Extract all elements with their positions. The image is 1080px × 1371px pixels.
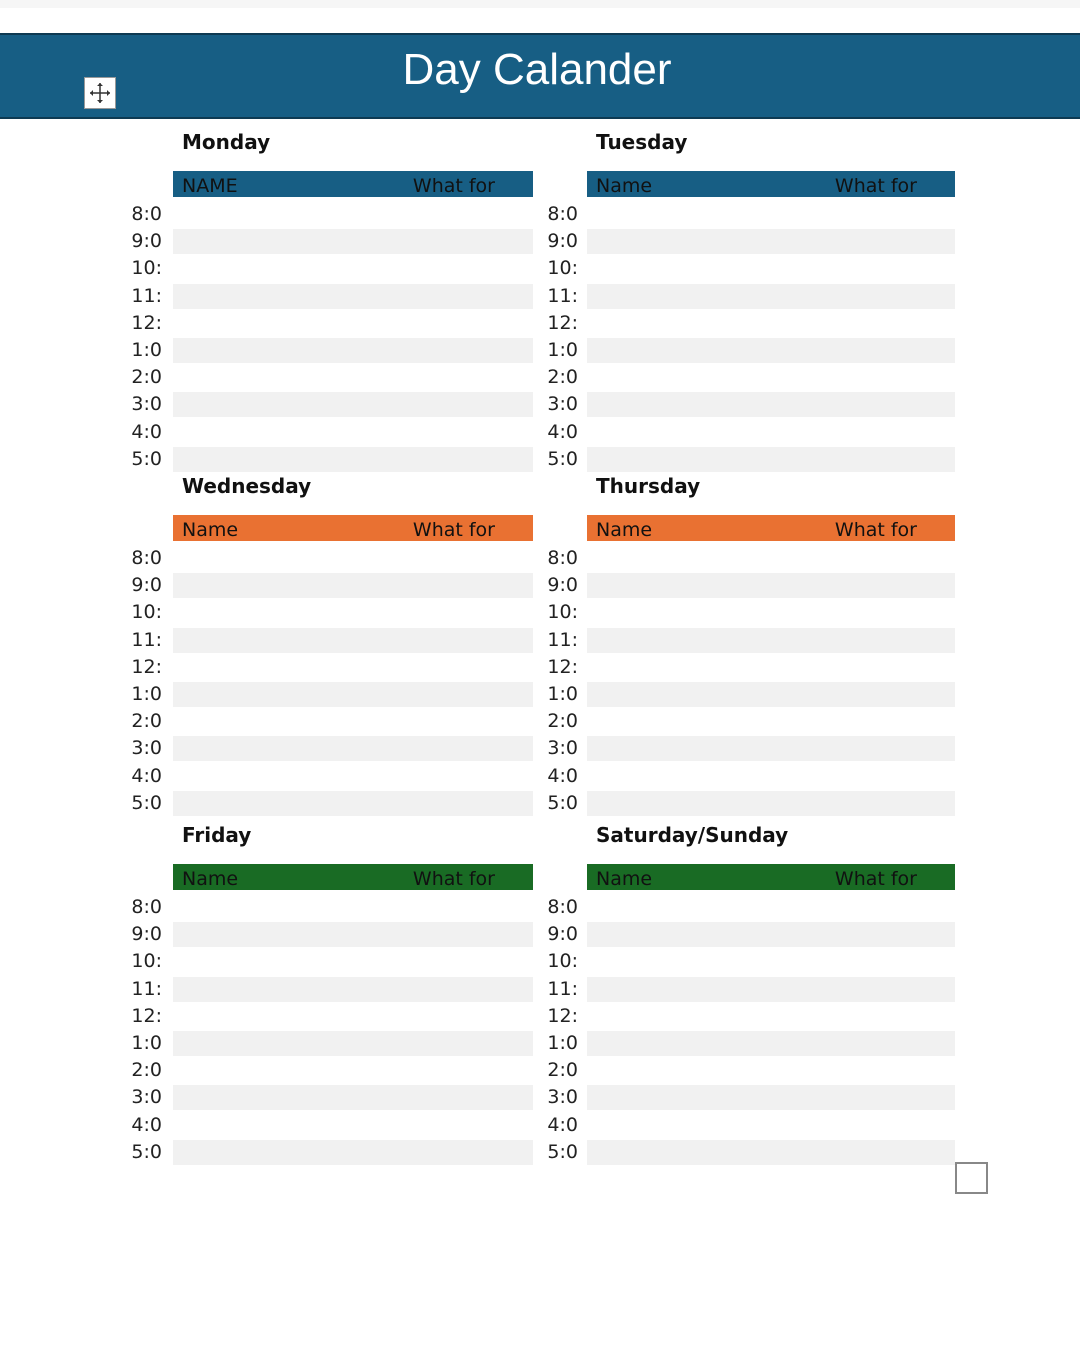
time-row xyxy=(126,391,533,418)
time-row xyxy=(542,1003,955,1030)
day-title: Friday xyxy=(182,823,252,847)
time-row xyxy=(126,1003,533,1030)
time-label: 2:0 xyxy=(547,366,578,389)
entry-cell[interactable] xyxy=(587,1113,955,1138)
time-label: 3:0 xyxy=(131,737,162,760)
time-row xyxy=(126,545,533,572)
time-row xyxy=(126,283,533,310)
time-row xyxy=(126,201,533,228)
time-row xyxy=(542,763,955,790)
table-header xyxy=(587,515,955,541)
entry-cell[interactable] xyxy=(173,447,533,472)
time-row xyxy=(126,735,533,762)
entry-cell[interactable] xyxy=(587,202,955,227)
entry-cell[interactable] xyxy=(587,764,955,789)
entry-cell[interactable] xyxy=(173,682,533,707)
entry-cell[interactable] xyxy=(587,1085,955,1110)
time-label: 9:0 xyxy=(547,923,578,946)
table-header xyxy=(587,864,955,890)
entry-cell[interactable] xyxy=(173,229,533,254)
time-row xyxy=(542,627,955,654)
time-row xyxy=(542,894,955,921)
time-row xyxy=(126,1084,533,1111)
time-label: 1:0 xyxy=(547,683,578,705)
time-row xyxy=(542,545,955,572)
time-row xyxy=(542,1030,955,1057)
time-row xyxy=(542,976,955,1003)
entry-cell[interactable] xyxy=(587,709,955,734)
time-label: 8:0 xyxy=(547,896,578,918)
title-banner xyxy=(0,33,1080,119)
time-row xyxy=(542,419,955,446)
entry-cell[interactable] xyxy=(587,447,955,472)
entry-cell[interactable] xyxy=(173,949,533,974)
time-row xyxy=(542,599,955,626)
time-label: 12: xyxy=(547,1004,578,1027)
time-row xyxy=(542,1139,955,1166)
table-header xyxy=(173,171,533,197)
entry-cell[interactable] xyxy=(587,1058,955,1083)
time-row xyxy=(542,790,955,817)
entry-cell[interactable] xyxy=(173,392,533,417)
time-label: 1:0 xyxy=(131,683,162,705)
entry-cell[interactable] xyxy=(587,229,955,254)
time-label: 9:0 xyxy=(547,230,578,253)
table-header xyxy=(587,171,955,197)
name-column-header: Name xyxy=(182,868,239,890)
time-label: 10: xyxy=(547,601,578,624)
entry-cell[interactable] xyxy=(173,311,533,336)
time-row xyxy=(126,1139,533,1166)
time-label: 9:0 xyxy=(131,574,162,597)
time-row xyxy=(126,763,533,790)
time-label: 8:0 xyxy=(131,896,162,918)
entry-cell[interactable] xyxy=(587,736,955,761)
time-label: 2:0 xyxy=(547,710,578,733)
time-label: 1:0 xyxy=(547,1032,578,1054)
time-label: 12: xyxy=(547,655,578,678)
time-row xyxy=(542,708,955,735)
time-row xyxy=(542,735,955,762)
time-row xyxy=(126,1112,533,1139)
time-label: 3:0 xyxy=(131,1086,162,1109)
time-label: 5:0 xyxy=(131,791,162,814)
time-label: 11: xyxy=(131,284,162,307)
what-for-column-header: What for xyxy=(412,519,495,541)
time-row xyxy=(126,681,533,708)
time-row xyxy=(542,310,955,337)
entry-cell[interactable] xyxy=(587,420,955,445)
entry-cell[interactable] xyxy=(587,392,955,417)
time-row xyxy=(542,1112,955,1139)
entry-cell[interactable] xyxy=(587,311,955,336)
time-label: 12: xyxy=(131,655,162,678)
entry-cell[interactable] xyxy=(173,709,533,734)
entry-cell[interactable] xyxy=(587,1031,955,1056)
name-column-header: Name xyxy=(596,868,653,890)
time-row xyxy=(542,654,955,681)
time-label: 11: xyxy=(547,977,578,1000)
time-row xyxy=(542,255,955,282)
table-header xyxy=(173,864,533,890)
time-row xyxy=(542,1084,955,1111)
move-handle-icon[interactable] xyxy=(84,77,116,109)
time-row xyxy=(126,419,533,446)
entry-cell[interactable] xyxy=(173,1031,533,1056)
day-title: Monday xyxy=(182,130,271,154)
time-row xyxy=(126,310,533,337)
what-for-column-header: What for xyxy=(834,868,917,890)
time-label: 5:0 xyxy=(547,447,578,470)
time-row xyxy=(542,446,955,473)
entry-cell[interactable] xyxy=(587,791,955,816)
time-label: 12: xyxy=(131,311,162,334)
time-label: 5:0 xyxy=(131,447,162,470)
time-label: 4:0 xyxy=(131,420,162,443)
time-row xyxy=(126,976,533,1003)
top-edge xyxy=(0,0,1080,8)
time-label: 10: xyxy=(131,950,162,973)
time-label: 11: xyxy=(547,284,578,307)
time-row xyxy=(126,790,533,817)
time-row xyxy=(542,948,955,975)
entry-cell[interactable] xyxy=(587,895,955,920)
time-label: 9:0 xyxy=(131,230,162,253)
time-label: 8:0 xyxy=(547,203,578,225)
entry-cell[interactable] xyxy=(587,546,955,571)
entry-cell[interactable] xyxy=(173,1004,533,1029)
time-label: 4:0 xyxy=(547,1113,578,1136)
time-row xyxy=(542,572,955,599)
what-for-column-header: What for xyxy=(834,519,917,541)
entry-cell[interactable] xyxy=(173,600,533,625)
what-for-column-header: What for xyxy=(412,175,495,197)
time-label: 2:0 xyxy=(547,1059,578,1082)
time-label: 4:0 xyxy=(547,764,578,787)
day-title: Tuesday xyxy=(596,130,688,154)
time-label: 1:0 xyxy=(547,339,578,361)
time-label: 4:0 xyxy=(131,1113,162,1136)
time-label: 10: xyxy=(547,950,578,973)
time-row xyxy=(542,921,955,948)
what-for-column-header: What for xyxy=(834,175,917,197)
time-row xyxy=(542,228,955,255)
entry-cell[interactable] xyxy=(173,1113,533,1138)
time-label: 5:0 xyxy=(547,1140,578,1163)
day-title: Wednesday xyxy=(182,474,312,498)
entry-cell[interactable] xyxy=(587,1004,955,1029)
time-row xyxy=(542,1057,955,1084)
entry-cell[interactable] xyxy=(173,791,533,816)
entry-cell[interactable] xyxy=(173,420,533,445)
time-label: 5:0 xyxy=(131,1140,162,1163)
time-row xyxy=(126,255,533,282)
time-row xyxy=(126,572,533,599)
time-label: 2:0 xyxy=(131,710,162,733)
time-row xyxy=(126,228,533,255)
entry-cell[interactable] xyxy=(173,338,533,363)
entry-cell[interactable] xyxy=(587,573,955,598)
time-label: 12: xyxy=(547,311,578,334)
what-for-column-header: What for xyxy=(412,868,495,890)
time-label: 4:0 xyxy=(547,420,578,443)
entry-cell[interactable] xyxy=(173,202,533,227)
time-label: 8:0 xyxy=(131,547,162,569)
name-column-header: Name xyxy=(596,175,653,197)
name-column-header: Name xyxy=(596,519,653,541)
entry-cell[interactable] xyxy=(173,628,533,653)
time-label: 2:0 xyxy=(131,1059,162,1082)
entry-cell[interactable] xyxy=(173,573,533,598)
time-label: 12: xyxy=(131,1004,162,1027)
time-row xyxy=(542,283,955,310)
name-column-header: NAME xyxy=(182,175,238,197)
time-row xyxy=(126,708,533,735)
entry-cell[interactable] xyxy=(173,1058,533,1083)
time-label: 2:0 xyxy=(131,366,162,389)
entry-cell[interactable] xyxy=(587,1140,955,1165)
time-label: 4:0 xyxy=(131,764,162,787)
entry-cell[interactable] xyxy=(587,284,955,309)
time-label: 11: xyxy=(131,628,162,651)
entry-cell[interactable] xyxy=(173,256,533,281)
entry-cell[interactable] xyxy=(173,1140,533,1165)
day-title: Thursday xyxy=(596,474,701,498)
time-row xyxy=(126,894,533,921)
time-label: 1:0 xyxy=(131,339,162,361)
day-title: Saturday/Sunday xyxy=(596,823,789,847)
time-label: 5:0 xyxy=(547,791,578,814)
page-title: Day Calander xyxy=(402,45,672,94)
entry-cell[interactable] xyxy=(173,736,533,761)
entry-cell[interactable] xyxy=(587,338,955,363)
time-label: 9:0 xyxy=(131,923,162,946)
time-row xyxy=(126,654,533,681)
entry-cell[interactable] xyxy=(173,365,533,390)
entry-cell[interactable] xyxy=(587,600,955,625)
time-label: 3:0 xyxy=(547,1086,578,1109)
time-row xyxy=(126,1030,533,1057)
time-row xyxy=(542,364,955,391)
entry-cell[interactable] xyxy=(587,922,955,947)
time-label: 3:0 xyxy=(547,737,578,760)
time-row xyxy=(542,201,955,228)
time-row xyxy=(126,337,533,364)
time-row xyxy=(126,921,533,948)
entry-cell[interactable] xyxy=(587,365,955,390)
time-label: 10: xyxy=(547,257,578,280)
time-row xyxy=(126,446,533,473)
time-label: 8:0 xyxy=(547,547,578,569)
time-label: 3:0 xyxy=(547,393,578,416)
resize-handle[interactable] xyxy=(955,1162,988,1194)
entry-cell[interactable] xyxy=(173,764,533,789)
time-row xyxy=(542,391,955,418)
entry-cell[interactable] xyxy=(173,1085,533,1110)
entry-cell[interactable] xyxy=(173,546,533,571)
time-label: 1:0 xyxy=(131,1032,162,1054)
entry-cell[interactable] xyxy=(173,655,533,680)
name-column-header: Name xyxy=(182,519,239,541)
time-row xyxy=(126,599,533,626)
time-row xyxy=(126,627,533,654)
time-row xyxy=(542,681,955,708)
time-label: 10: xyxy=(131,601,162,624)
time-label: 8:0 xyxy=(131,203,162,225)
table-header xyxy=(173,515,533,541)
entry-cell[interactable] xyxy=(173,284,533,309)
time-label: 10: xyxy=(131,257,162,280)
entry-cell[interactable] xyxy=(173,895,533,920)
entry-cell[interactable] xyxy=(587,949,955,974)
entry-cell[interactable] xyxy=(173,977,533,1002)
entry-cell[interactable] xyxy=(173,922,533,947)
entry-cell[interactable] xyxy=(587,256,955,281)
time-label: 9:0 xyxy=(547,574,578,597)
time-label: 11: xyxy=(547,628,578,651)
time-label: 11: xyxy=(131,977,162,1000)
time-row xyxy=(542,337,955,364)
entry-cell[interactable] xyxy=(587,655,955,680)
time-label: 3:0 xyxy=(131,393,162,416)
entry-cell[interactable] xyxy=(587,977,955,1002)
entry-cell[interactable] xyxy=(587,628,955,653)
entry-cell[interactable] xyxy=(587,682,955,707)
time-row xyxy=(126,948,533,975)
time-row xyxy=(126,1057,533,1084)
time-row xyxy=(126,364,533,391)
